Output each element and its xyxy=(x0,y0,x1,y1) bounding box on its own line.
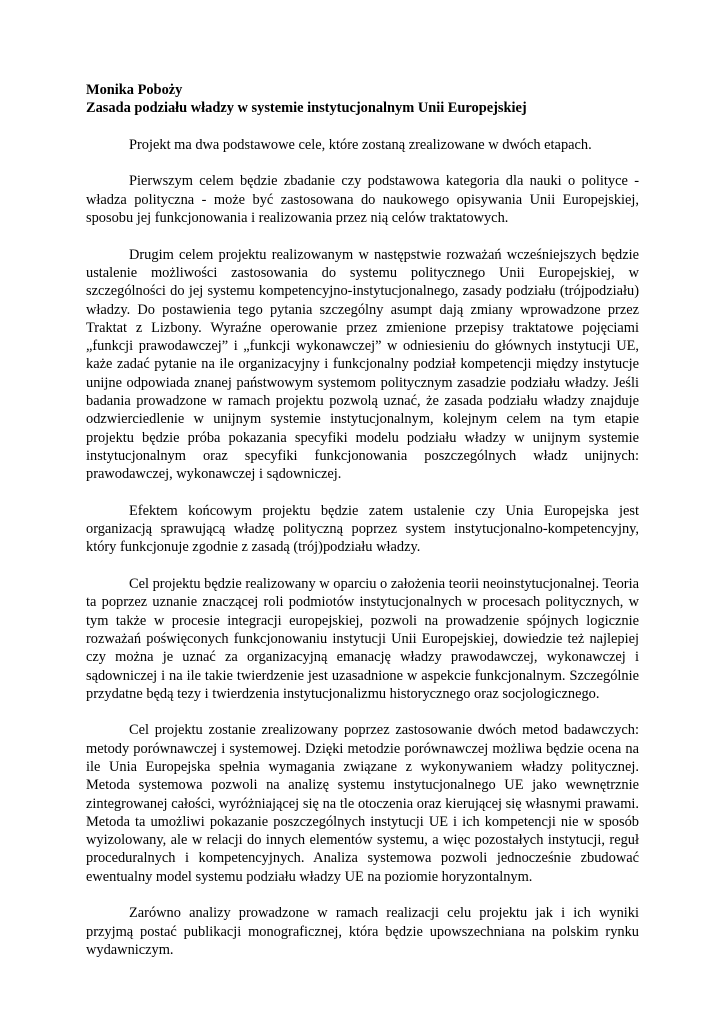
author-name: Monika Poboży xyxy=(86,82,183,98)
document-title: Zasada podziału władzy w systemie instytucjonalnym Unii Europejskiej xyxy=(86,100,527,117)
paragraph: Pierwszym celem będzie zbadanie czy podstawowa kategoria dla nauki o polityce - władza polityczna - może być zastosowana do naukowego opisywania Unii Europejskiej, sposobu jej funkcjonowania i realizowania przez nią celów traktatowych. xyxy=(86,173,639,227)
paragraph: Cel projektu będzie realizowany w oparciu o założenia teorii neoinstytucjonalnej. Teoria ta poprzez uznanie znaczącej roli podmiotów instytucjonalnych w procesach politycznych, w tym także w procesie integracji europejskiej, pozwoli na prowadzenie spójnych logicznie rozważań poświęconych funkcjonowaniu instytucji Unii Europejskiej, dowiedzie też najlepiej czy można je uznać za organizacyjną emanację władzy prawodawczej, wykonawczej i sądowniczej i na ile takie twierdzenie jest uzasadnione w aspekcie funkcjonalnym. Szczególnie przydatne będą tezy i twierdzenia instytucjonalizmu historycznego oraz socjologicznego. xyxy=(86,576,639,702)
paragraph: Drugim celem projektu realizowanym w następstwie rozważań wcześniejszych będzie ustalenie możliwości zastosowania do systemu politycznego Unii Europejskiej, w szczególności do jej systemu kompetencyjno-instytucjonalnego, zasady podziału (trójpodziału) władzy. Do postawienia tego pytania szczególny asumpt dają zmiany wprowadzone przez Traktat z Lizbony. Wyraźne operowanie przez zmienione przepisy traktatowe pojęciami „funkcji prawodawczej” i „funkcji wykonawczej” w odniesieniu do głównych instytucji UE, każe zadać pytanie na ile organizacyjny i funkcjonalny podział kompetencji między instytucje unijne odpowiada znanej państwowym systemom politycznym zasadzie podziału władzy. Jeśli badania prowadzone w ramach projektu pozwolą uznać, że zasada podziału władzy znajduje odzwierciedlenie w unijnym systemie instytucjonalnym, kolejnym celem na tym etapie projektu będzie próba pokazania specyfiki modelu podziału władzy w unijnym systemie instytucjonalnym oraz specyfiki funkcjonowania poszczególnych władz unijnych: prawodawczej, wykonawczej i sądowniczej. xyxy=(86,246,639,483)
paragraph: Projekt ma dwa podstawowe cele, które zostaną zrealizowane w dwóch etapach. xyxy=(129,136,592,153)
paragraph: Zarówno analizy prowadzone w ramach realizacji celu projektu jak i ich wyniki przyjmą postać publikacji monograficznej, która będzie upowszechniana na polskim rynku wydawniczym. xyxy=(86,905,639,958)
paragraph: Cel projektu zostanie zrealizowany poprzez zastosowanie dwóch metod badawczych: metody porównawczej i systemowej. Dzięki metodzie porównawczej możliwa będzie ocena na ile Unia Europejska spełnia wymagania związane z wykonywaniem władzy politycznej. Metoda systemowa pozwoli na analizę systemu instytucjonalnego UE jako wewnętrznie zintegrowanej całości, wyróżniającej się na tle otoczenia oraz kierującej się własnymi prawami. Metoda ta umożliwi pokazanie poszczególnych instytucji UE i ich kompetencji nie w sposób wyizolowany, ale w relacji do innych elementów systemu, a więc pozostałych instytucji, reguł proceduralnych i kompetencyjnych. Analiza systemowa pozwoli jednocześnie zbudować ewentualny model systemu podziału władzy UE na poziomie horyzontalnym. xyxy=(86,722,639,885)
document-page xyxy=(86,81,639,959)
paragraph: Efektem końcowym projektu będzie zatem ustalenie czy Unia Europejska jest organizacją sprawującą władzę polityczną poprzez system instytucjonalno-kompetencyjny, który funkcjonuje zgodnie z zasadą (trój)podziału władzy. xyxy=(86,502,639,556)
